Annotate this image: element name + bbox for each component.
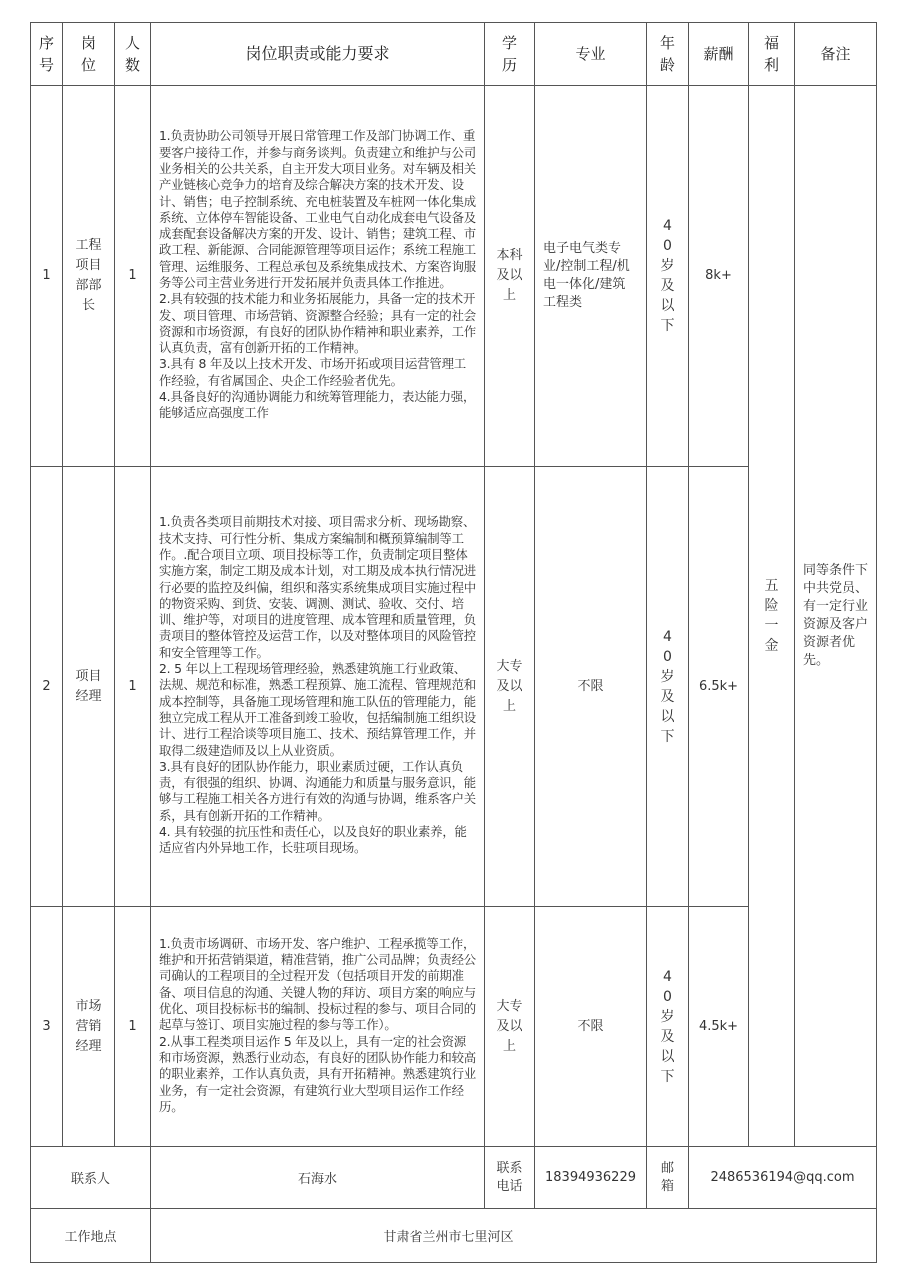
row-age: 40岁及以下	[647, 86, 689, 467]
phone-number: 18394936229	[535, 1147, 647, 1209]
row-major: 不限	[535, 907, 647, 1147]
duty-item: 2.从事工程类项目运作 5 年及以上，具有一定的社会资源和市场资源，熟悉行业动态，有良好的团队协作能力和较高的职业素养，工作认真负责，具有开拓精神。熟悉建筑行业业务，有一定社会资源，有建筑行业大型项目运作工作经历。	[159, 1033, 476, 1114]
row-position: 项目经理	[63, 467, 115, 907]
row-age: 40岁及以下	[647, 467, 689, 907]
row-education: 大专及以上	[485, 907, 535, 1147]
duty-item: 2. 5 年以上工程现场管理经验，熟悉建筑施工行业政策、法规、规范和标准，熟悉工程预算、施工流程、管理规范和成本控制等，具备施工现场管理和施工队伍的管理能力，能独立完成工程从开工准备到竣工验收，包括编制施工组织设计、进行工程洽谈等项目施工、技术、预结算管理工作，并取得二级建造师及以上从业资质。	[159, 661, 476, 758]
recruitment-document	[30, 22, 876, 1263]
row-count: 1	[115, 907, 151, 1147]
row-salary: 8k+	[689, 86, 749, 467]
header-major: 专业	[535, 23, 647, 86]
contact-name: 石海水	[151, 1147, 485, 1209]
phone-label: 联系电话	[485, 1147, 535, 1209]
contact-label: 联系人	[31, 1147, 151, 1209]
row-position: 市场营销经理	[63, 907, 115, 1147]
header-education: 学历	[485, 23, 535, 86]
benefits-cell: 五险一金	[749, 86, 795, 1147]
duty-item: 3.具有 8 年及以上技术开发、市场开拓或项目运营管理工作经验，有省属国企、央企工作经验者优先。	[159, 356, 466, 388]
row-duties	[151, 467, 485, 907]
row-major: 电子电气类专业/控制工程/机电一体化/建筑工程类	[535, 86, 647, 467]
row-count: 1	[115, 467, 151, 907]
duty-item: 1.负责市场调研、市场开发、客户维护、工程承揽等工作，维护和开拓营销渠道，精准营销，推广公司品牌；负责经公司确认的工程项目的全过程开发（包括项目开发的前期准备、项目信息的沟通、关键人物的拜访、项目方案的响应与优化、项目投标标书的编制、投标过程的参与、项目合同的起草与签订、项目实施过程的参与等工作）。	[159, 935, 476, 1033]
row-salary: 4.5k+	[689, 907, 749, 1147]
header-benefits: 福利	[749, 23, 795, 86]
location-value: 甘肃省兰州市七里河区	[151, 1209, 877, 1263]
email-address: 2486536194@qq.com	[689, 1147, 877, 1209]
duty-item: 4. 具有较强的抗压性和责任心，以及良好的职业素养，能适应省内外异地工作，长驻项目现场。	[159, 824, 467, 856]
row-seq: 2	[31, 467, 63, 907]
header-salary: 薪酬	[689, 23, 749, 86]
row-duties	[151, 86, 485, 467]
row-education: 本科及以上	[485, 86, 535, 467]
header-position: 岗位	[63, 23, 115, 86]
header-age: 年龄	[647, 23, 689, 86]
duty-item: 3.具有良好的团队协作能力，职业素质过硬，工作认真负责，有很强的组织、协调、沟通能力和质量与服务意识，能够与工程施工相关各方进行有效的沟通与协调，维系客户关系，具有创新开拓的工作精神。	[159, 758, 476, 823]
row-seq: 1	[31, 86, 63, 467]
contact-row	[31, 1147, 877, 1209]
row-education: 大专及以上	[485, 467, 535, 907]
duty-item: 4.具备良好的沟通协调能力和统筹管理能力，表达能力强，能够适应高强度工作	[159, 389, 476, 421]
header-remarks: 备注	[795, 23, 877, 86]
row-salary: 6.5k+	[689, 467, 749, 907]
duty-item: 2.具有较强的技术能力和业务拓展能力，具备一定的技术开发、项目管理、市场营销、资源整合经验；具有一定的社会资源和市场资源，有良好的团队协作精神和职业素养，工作认真负责，富有创新开拓的工作精神。	[159, 291, 476, 356]
table-row	[31, 86, 877, 467]
header-row	[31, 23, 877, 86]
job-table	[30, 22, 877, 1263]
remarks-cell: 同等条件下中共党员、有一定行业资源及客户资源者优先。	[795, 86, 877, 1147]
row-position: 工程项目部部长	[63, 86, 115, 467]
row-seq: 3	[31, 907, 63, 1147]
header-seq: 序号	[31, 23, 63, 86]
duty-item: 1.负责各类项目前期技术对接、项目需求分析、现场勘察、技术支持、可行性分析、集成方案编制和概预算编制等工作。.配合项目立项、项目投标等工作，负责制定项目整体实施方案，制定工期及成本计划，对工期及成本执行情况进行必要的监控及纠偏，组织和落实系统集成项目实施过程中的物资采购、到货、安装、调测、测试、验收、交付、培训、维护等，对项目的进度管理、成本管理和质量管理，负责项目的整体管控及运营工作，以及对整体项目的风险管控和安全管理等工作。	[159, 514, 476, 660]
email-label: 邮箱	[647, 1147, 689, 1209]
location-label: 工作地点	[31, 1209, 151, 1263]
duty-item: 1.负责协助公司领导开展日常管理工作及部门协调工作、重要客户接待工作，并参与商务谈判。负责建立和维护与公司业务相关的公共关系，自主开发大项目业务。对车辆及相关产业链核心竞争力的培育及综合解决方案的技术开发、设计、销售；电子控制系统、充电桩装置及车桩网一体化集成系统、立体停车智能设备、工业电气自动化成套电气设备及成套配套设备解决方案的开发、设计、销售；建筑工程、市政工程、新能源、合同能源管理等项目运作；系统工程施工管理、运维服务、工程总承包及系统集成技术、方案咨询服务等公司主营业务进行开发拓展并负责具体工作推进。	[159, 128, 476, 290]
header-duties: 岗位职责或能力要求	[151, 23, 485, 86]
location-row	[31, 1209, 877, 1263]
row-count: 1	[115, 86, 151, 467]
row-duties	[151, 907, 485, 1147]
row-major: 不限	[535, 467, 647, 907]
row-age: 40岁及以下	[647, 907, 689, 1147]
header-count: 人数	[115, 23, 151, 86]
